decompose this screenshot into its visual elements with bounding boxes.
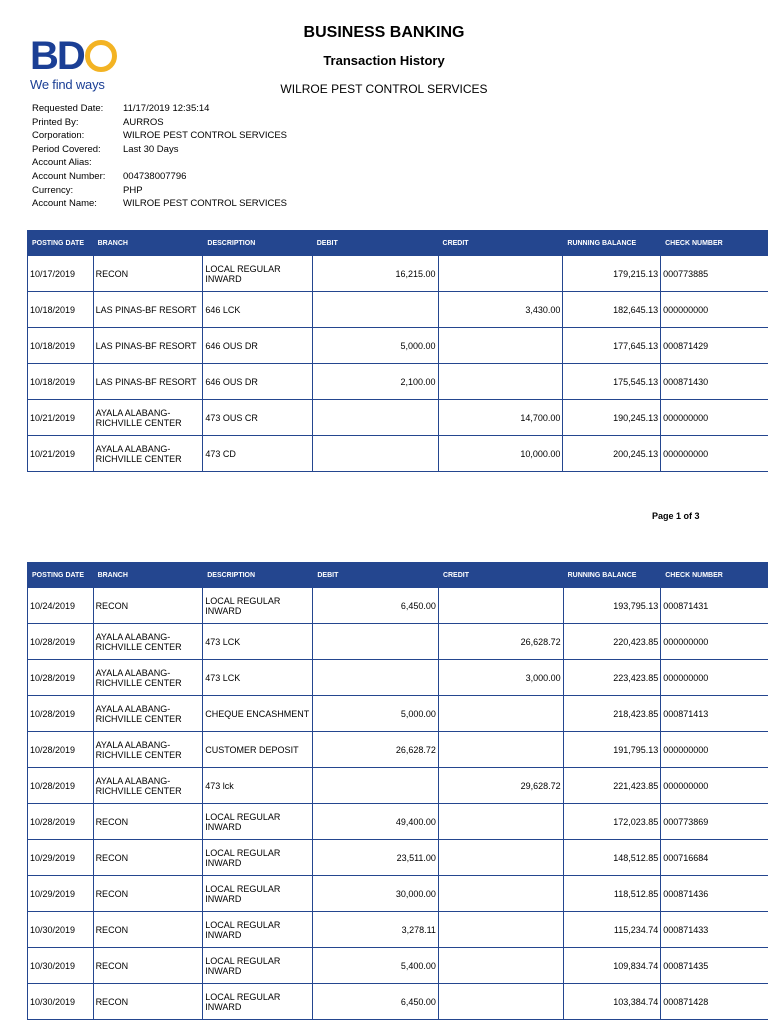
table-cell: 10/28/2019 xyxy=(28,696,94,732)
table-cell: 000773869 xyxy=(661,804,768,840)
table-cell: 30,000.00 xyxy=(313,876,439,912)
table-cell: LOCAL REGULAR INWARD xyxy=(203,984,313,1020)
table-cell: 646 OUS DR xyxy=(203,328,312,364)
table-cell: 10/28/2019 xyxy=(28,804,94,840)
column-header: DEBIT xyxy=(312,231,438,256)
table-cell: LOCAL REGULAR INWARD xyxy=(203,912,313,948)
detail-value: WILROE PEST CONTROL SERVICES xyxy=(123,198,288,210)
transactions-table-1 xyxy=(27,230,768,472)
table-cell: 218,423.85 xyxy=(563,696,661,732)
table-cell: 000871413 xyxy=(661,696,768,732)
account-details xyxy=(32,102,287,211)
table-cell: 000000000 xyxy=(661,660,768,696)
detail-value: WILROE PEST CONTROL SERVICES xyxy=(123,130,288,142)
table-cell: 000871436 xyxy=(661,876,768,912)
table-cell: RECON xyxy=(93,948,203,984)
table-row xyxy=(28,400,768,436)
table-cell: 26,628.72 xyxy=(313,732,439,768)
bdo-logo-mark: BD xyxy=(30,38,117,74)
table-cell: 000000000 xyxy=(661,292,768,328)
table-row xyxy=(28,696,768,732)
company-name: WILROE PEST CONTROL SERVICES xyxy=(280,82,488,96)
table-cell: 3,278.11 xyxy=(313,912,439,948)
table-cell: LAS PINAS-BF RESORT xyxy=(93,364,203,400)
table-row xyxy=(28,660,768,696)
table-cell: 6,450.00 xyxy=(313,984,439,1020)
table-cell: AYALA ALABANG-RICHVILLE CENTER xyxy=(93,624,203,660)
detail-row xyxy=(32,170,287,184)
table-cell: 10/21/2019 xyxy=(28,436,94,472)
table-cell: LOCAL REGULAR INWARD xyxy=(203,804,313,840)
table-cell: 115,234.74 xyxy=(563,912,661,948)
detail-row xyxy=(32,184,287,198)
table-cell: 10/28/2019 xyxy=(28,732,94,768)
detail-label: Period Covered: xyxy=(32,143,101,155)
table-cell: 000871430 xyxy=(661,364,768,400)
table-cell: 10/18/2019 xyxy=(28,328,94,364)
table-cell: RECON xyxy=(93,588,203,624)
table-cell: 220,423.85 xyxy=(563,624,661,660)
table-cell: 000871433 xyxy=(661,912,768,948)
table-cell xyxy=(438,948,563,984)
table-cell: 172,023.85 xyxy=(563,804,661,840)
table-row xyxy=(28,948,768,984)
table-cell xyxy=(438,256,563,292)
column-header: CHECK NUMBER xyxy=(661,231,768,256)
table-cell: RECON xyxy=(93,984,203,1020)
table-cell xyxy=(438,732,563,768)
table-cell: 473 CD xyxy=(203,436,312,472)
table-cell: 182,645.13 xyxy=(563,292,661,328)
table-row xyxy=(28,912,768,948)
table-cell: 10/21/2019 xyxy=(28,400,94,436)
table-row xyxy=(28,624,768,660)
table-cell: 473 LCK xyxy=(203,624,313,660)
table-cell: 000871429 xyxy=(661,328,768,364)
table-cell: 5,000.00 xyxy=(312,328,438,364)
table-cell: AYALA ALABANG-RICHVILLE CENTER xyxy=(93,696,203,732)
column-header: BRANCH xyxy=(93,563,203,588)
table-row xyxy=(28,364,768,400)
table-cell: 29,628.72 xyxy=(438,768,563,804)
table-cell: 148,512.85 xyxy=(563,840,661,876)
table-cell: AYALA ALABANG-RICHVILLE CENTER xyxy=(93,436,203,472)
transactions-table-2 xyxy=(27,562,768,1020)
table-cell: 646 OUS DR xyxy=(203,364,312,400)
table-cell: 5,400.00 xyxy=(313,948,439,984)
report-title: BUSINESS BANKING xyxy=(303,24,465,41)
table-cell xyxy=(438,328,563,364)
detail-label: Requested Date: xyxy=(32,103,104,114)
table-cell: 10/28/2019 xyxy=(28,660,94,696)
table-cell: 10/29/2019 xyxy=(28,876,94,912)
detail-label: Account Number: xyxy=(32,170,106,182)
table-cell: 223,423.85 xyxy=(563,660,661,696)
table-row xyxy=(28,876,768,912)
table-cell: 221,423.85 xyxy=(563,768,661,804)
table-cell: LOCAL REGULAR INWARD xyxy=(203,588,313,624)
table-cell: LOCAL REGULAR INWARD xyxy=(203,876,313,912)
detail-label: Account Name: xyxy=(32,198,97,210)
column-header: RUNNING BALANCE xyxy=(563,231,661,256)
table-row xyxy=(28,768,768,804)
table-header-row xyxy=(28,231,768,256)
table-cell: 5,000.00 xyxy=(313,696,439,732)
table-cell: 10/30/2019 xyxy=(28,948,94,984)
table-cell: 000000000 xyxy=(661,732,768,768)
table-cell xyxy=(438,984,563,1020)
column-header: CREDIT xyxy=(438,231,563,256)
table-cell: 200,245.13 xyxy=(563,436,661,472)
table-cell: 49,400.00 xyxy=(313,804,439,840)
detail-row xyxy=(32,143,287,157)
detail-row xyxy=(32,156,287,170)
table-cell: AYALA ALABANG-RICHVILLE CENTER xyxy=(93,400,203,436)
table-cell: 10/18/2019 xyxy=(28,292,94,328)
table-cell: 000716684 xyxy=(661,840,768,876)
table-row xyxy=(28,328,768,364)
table-row xyxy=(28,436,768,472)
table-cell: LAS PINAS-BF RESORT xyxy=(93,328,203,364)
table-cell: CUSTOMER DEPOSIT xyxy=(203,732,313,768)
table-cell: 000000000 xyxy=(661,436,768,472)
table-cell xyxy=(312,436,438,472)
table-row xyxy=(28,588,768,624)
detail-row xyxy=(32,116,287,130)
table-cell xyxy=(312,400,438,436)
table-cell: 26,628.72 xyxy=(438,624,563,660)
table-row xyxy=(28,804,768,840)
table-cell xyxy=(438,696,563,732)
column-header: DEBIT xyxy=(313,563,439,588)
table-cell: RECON xyxy=(93,840,203,876)
table-row xyxy=(28,292,768,328)
table-row xyxy=(28,984,768,1020)
detail-value: PHP xyxy=(123,184,143,196)
detail-row xyxy=(32,129,287,143)
table-cell: 000000000 xyxy=(661,400,768,436)
table-cell: 000871435 xyxy=(661,948,768,984)
column-header: RUNNING BALANCE xyxy=(563,563,661,588)
detail-value: 11/17/2019 12:35:14 xyxy=(123,103,210,114)
table-cell xyxy=(438,876,563,912)
table-row xyxy=(28,732,768,768)
table-cell xyxy=(313,624,439,660)
column-header: BRANCH xyxy=(93,231,203,256)
table-cell: 103,384.74 xyxy=(563,984,661,1020)
table-cell: LOCAL REGULAR INWARD xyxy=(203,948,313,984)
table-cell: 190,245.13 xyxy=(563,400,661,436)
table-cell: AYALA ALABANG-RICHVILLE CENTER xyxy=(93,732,203,768)
table-cell: 10/30/2019 xyxy=(28,984,94,1020)
table-cell: 3,430.00 xyxy=(438,292,563,328)
table-header-row xyxy=(28,563,768,588)
table-cell: 473 LCK xyxy=(203,660,313,696)
table-cell: 10/29/2019 xyxy=(28,840,94,876)
table-row xyxy=(28,256,768,292)
table-cell: CHEQUE ENCASHMENT xyxy=(203,696,313,732)
table-cell: AYALA ALABANG-RICHVILLE CENTER xyxy=(93,768,203,804)
column-header: POSTING DATE xyxy=(28,231,94,256)
table-cell xyxy=(313,660,439,696)
detail-value: 004738007796 xyxy=(123,170,187,182)
detail-row xyxy=(32,197,287,211)
page-indicator: Page 1 of 3 xyxy=(652,511,700,521)
table-cell: RECON xyxy=(93,912,203,948)
table-cell: 10/24/2019 xyxy=(28,588,94,624)
table-cell: 193,795.13 xyxy=(563,588,661,624)
detail-row xyxy=(32,102,287,116)
logo-tagline: We find ways xyxy=(30,77,105,92)
table-cell: RECON xyxy=(93,876,203,912)
table-cell: 000000000 xyxy=(661,624,768,660)
column-header: POSTING DATE xyxy=(28,563,94,588)
table-cell: RECON xyxy=(93,256,203,292)
detail-value: AURROS xyxy=(123,116,164,128)
table-cell: 118,512.85 xyxy=(563,876,661,912)
table-cell: LOCAL REGULAR INWARD xyxy=(203,840,313,876)
table-cell: 23,511.00 xyxy=(313,840,439,876)
table-cell: 191,795.13 xyxy=(563,732,661,768)
table-cell: 179,215.13 xyxy=(563,256,661,292)
table-cell: 646 LCK xyxy=(203,292,312,328)
table-cell: 6,450.00 xyxy=(313,588,439,624)
table-cell xyxy=(312,292,438,328)
table-cell: LAS PINAS-BF RESORT xyxy=(93,292,203,328)
column-header: DESCRIPTION xyxy=(203,563,313,588)
table-cell: LOCAL REGULAR INWARD xyxy=(203,256,312,292)
table-cell: 473 lck xyxy=(203,768,313,804)
table-cell: 10/28/2019 xyxy=(28,624,94,660)
detail-label: Printed By: xyxy=(32,116,79,128)
table-cell xyxy=(313,768,439,804)
column-header: DESCRIPTION xyxy=(203,231,312,256)
table-cell: 000000000 xyxy=(661,768,768,804)
table-cell: 177,645.13 xyxy=(563,328,661,364)
table-cell: 10,000.00 xyxy=(438,436,563,472)
detail-label: Currency: xyxy=(32,184,74,196)
table-cell: 10/30/2019 xyxy=(28,912,94,948)
column-header: CHECK NUMBER xyxy=(661,563,768,588)
table-cell xyxy=(438,912,563,948)
table-cell: AYALA ALABANG-RICHVILLE CENTER xyxy=(93,660,203,696)
table-cell: 000871428 xyxy=(661,984,768,1020)
table-cell: 16,215.00 xyxy=(312,256,438,292)
table-cell: 10/28/2019 xyxy=(28,768,94,804)
table-cell: RECON xyxy=(93,804,203,840)
detail-label: Account Alias: xyxy=(32,157,92,169)
table-cell: 000871431 xyxy=(661,588,768,624)
table-cell xyxy=(438,364,563,400)
table-cell: 175,545.13 xyxy=(563,364,661,400)
table-cell: 10/17/2019 xyxy=(28,256,94,292)
table-row xyxy=(28,840,768,876)
table-cell: 10/18/2019 xyxy=(28,364,94,400)
table-cell: 2,100.00 xyxy=(312,364,438,400)
table-cell: 14,700.00 xyxy=(438,400,563,436)
table-cell: 000773885 xyxy=(661,256,768,292)
table-cell xyxy=(438,840,563,876)
table-cell xyxy=(438,588,563,624)
detail-label: Corporation: xyxy=(32,130,85,142)
column-header: CREDIT xyxy=(438,563,563,588)
report-subtitle: Transaction History xyxy=(323,53,445,68)
detail-value: Last 30 Days xyxy=(123,143,179,155)
table-cell: 109,834.74 xyxy=(563,948,661,984)
table-cell xyxy=(438,804,563,840)
table-cell: 473 OUS CR xyxy=(203,400,312,436)
table-cell: 3,000.00 xyxy=(438,660,563,696)
